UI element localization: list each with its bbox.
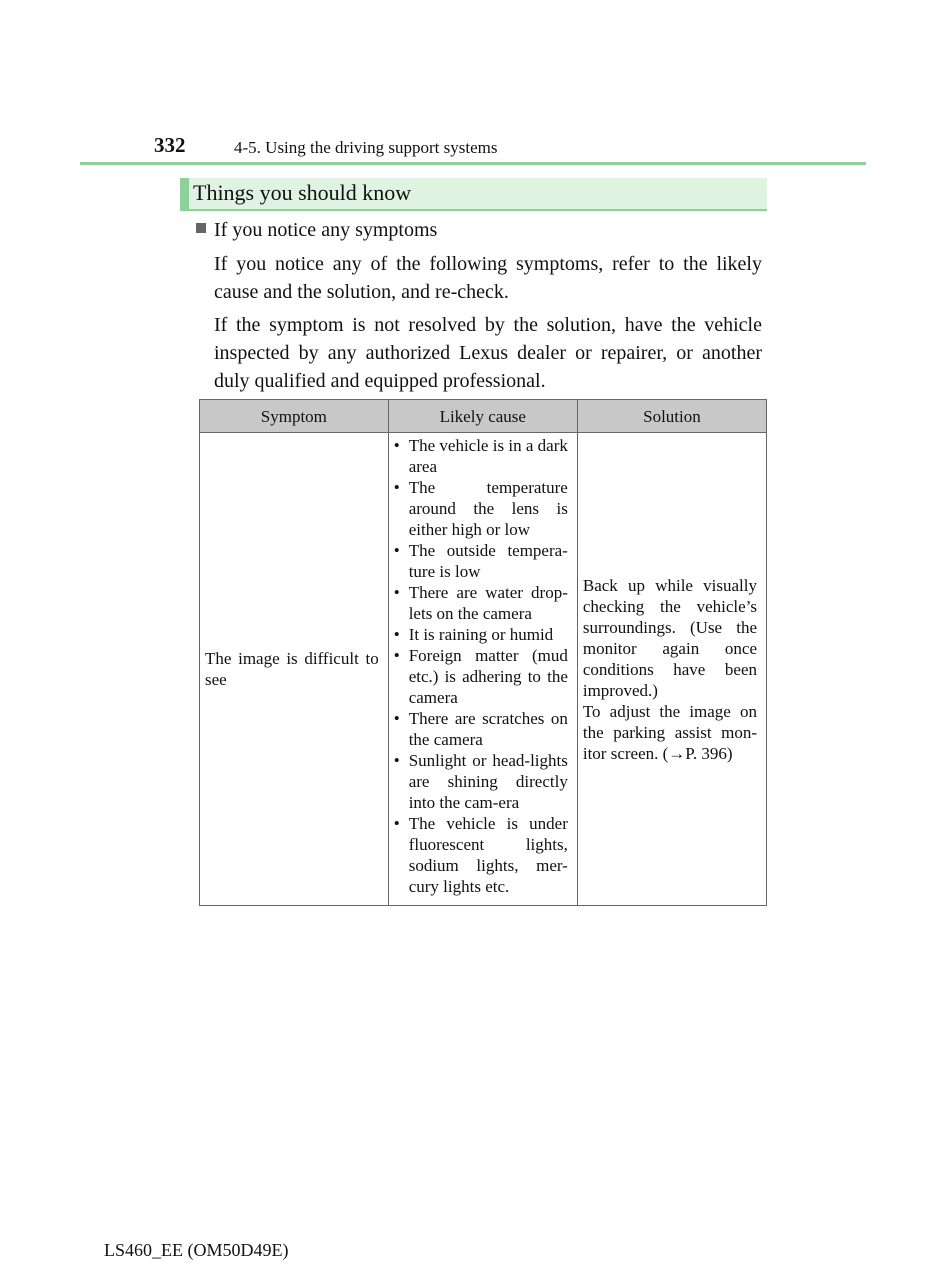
bullet-icon: • — [393, 541, 400, 560]
things-you-should-know-bar — [180, 178, 767, 211]
page-number: 332 — [154, 133, 186, 157]
bullet-icon: • — [393, 583, 400, 602]
page-footer: LS460_EE (OM50D49E) — [104, 1240, 289, 1260]
causes-cell — [388, 433, 577, 906]
list-item — [394, 582, 568, 624]
square-bullet-icon — [196, 223, 206, 233]
bullet-icon: • — [393, 436, 400, 455]
list-item — [394, 624, 568, 645]
subheading — [196, 217, 437, 243]
header-symptom: Symptom — [200, 400, 389, 433]
bar-title: Things you should know — [193, 180, 412, 205]
paragraph-instructions: If you notice any of the following symptoms, refer to the likely cause and the solution, and re-check. — [214, 253, 762, 303]
symptom-cell: The image is difficult to see — [200, 433, 389, 906]
list-item — [394, 435, 568, 477]
cause-list — [394, 435, 568, 897]
list-item — [394, 645, 568, 708]
solution-text: Back up while visually checking the vehicle’s surroundings. (Use the monitor again once conditions have been improved.) — [582, 575, 757, 700]
symptom-table — [199, 399, 767, 906]
bullet-icon: • — [393, 751, 400, 770]
solution-cell — [577, 433, 766, 906]
bullet-icon: • — [393, 478, 400, 497]
cause-text: There are water drop-lets on the camera — [408, 583, 568, 623]
bullet-icon: • — [393, 625, 400, 644]
header-solution: Solution — [577, 400, 766, 433]
list-item — [394, 813, 568, 897]
header-likely-cause: Likely cause — [388, 400, 577, 433]
bullet-icon: • — [393, 709, 400, 728]
solution-reference: To adjust the image on the parking assist mon-itor screen. (→P. 396) — [582, 701, 757, 763]
cause-text: The temperature around the lens is either high or low — [408, 478, 568, 539]
section-title: 4-5. Using the driving support systems — [234, 138, 498, 157]
subheading-text: If you notice any symptoms — [214, 219, 438, 241]
bullet-icon: • — [393, 646, 400, 665]
cause-text: There are scratches on the camera — [408, 709, 568, 749]
paragraph-dealer: If the symptom is not resolved by the solution, have the vehicle inspected by any authorized Lexus dealer or repairer, or another duly qualified and equipped professional. — [214, 314, 762, 392]
cause-text: It is raining or humid — [408, 625, 554, 644]
bar-accent — [180, 178, 189, 209]
cause-text: The outside tempera-ture is low — [408, 541, 568, 581]
cause-text: The vehicle is in a dark area — [408, 436, 568, 476]
page-header — [0, 0, 950, 170]
list-item — [394, 750, 568, 813]
list-item — [394, 540, 568, 582]
cause-text: Sunlight or head-lights are shining directly into the cam-era — [408, 751, 568, 812]
cause-text: The vehicle is under fluorescent lights, sodium lights, mer-cury lights etc. — [408, 814, 568, 896]
table-header-row — [200, 400, 767, 433]
table-row — [200, 433, 767, 906]
list-item — [394, 708, 568, 750]
list-item — [394, 477, 568, 540]
header-divider — [80, 162, 866, 165]
bullet-icon: • — [393, 814, 400, 833]
cause-text: Foreign matter (mud etc.) is adhering to the camera — [408, 646, 568, 707]
